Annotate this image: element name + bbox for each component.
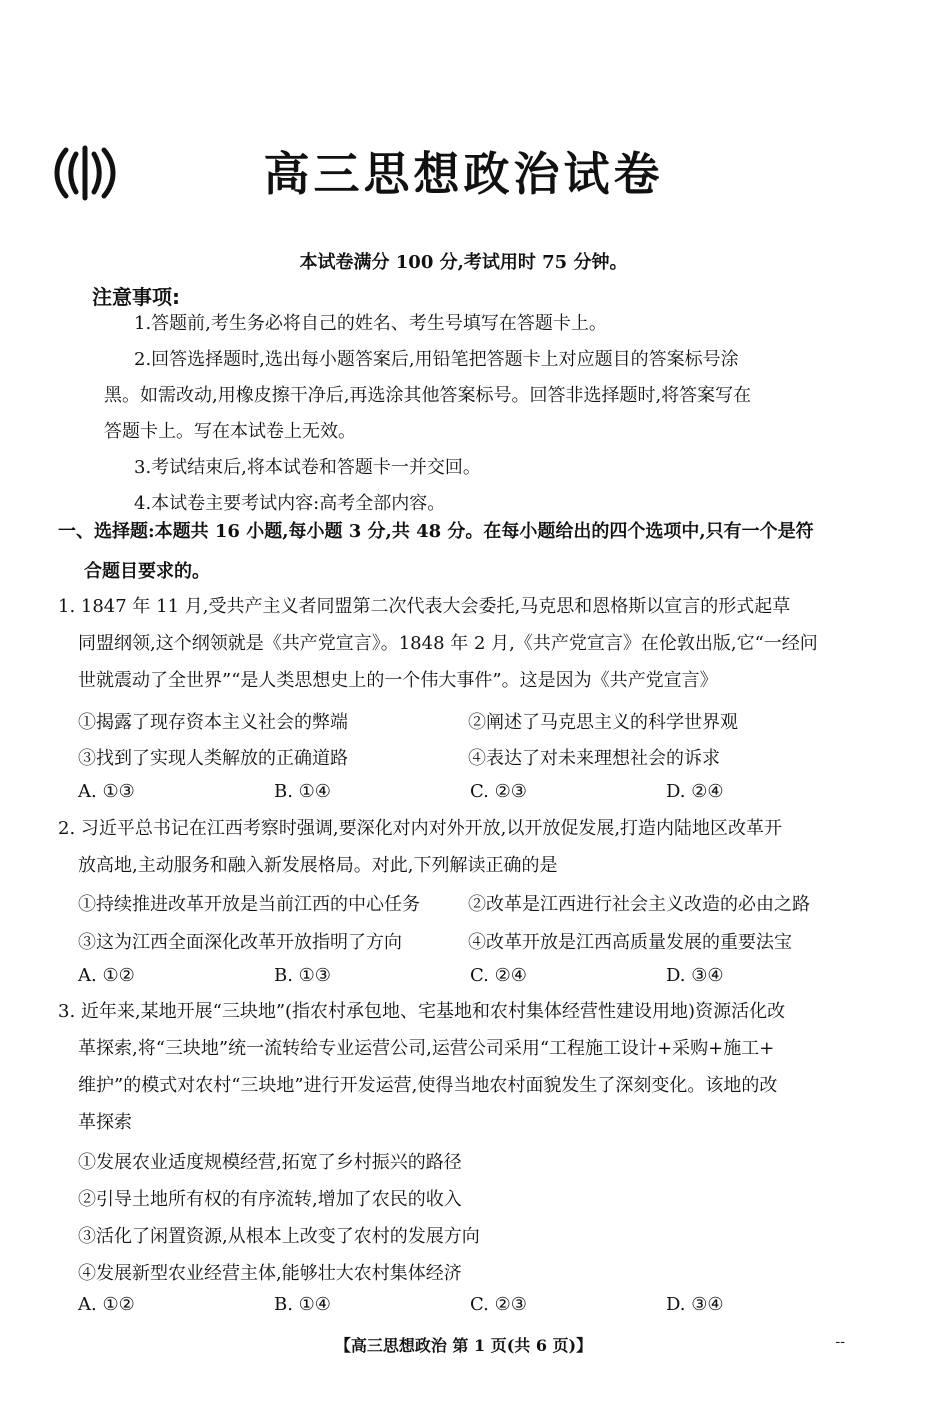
- notice-item-2-cont: 答题卡上。写在本试卷上无效。: [104, 421, 356, 442]
- exam-info: 本试卷满分 100 分,考试用时 75 分钟。: [299, 252, 628, 273]
- question-1-line: 1. 1847 年 11 月,受共产主义者同盟第二次代表大会委托,马克思和恩格斯以宣言的形式起草: [58, 596, 791, 617]
- notice-item-2: 2.回答选择题时,选出每小题答案后,用铅笔把答题卡上对应题目的答案标号涂: [134, 349, 739, 370]
- question-2-line: 2. 习近平总书记在江西考察时强调,要深化对内对外开放,以开放促发展,打造内陆地区改革开: [58, 818, 783, 839]
- notice-item-3: 3.考试结束后,将本试卷和答题卡一并交回。: [134, 457, 481, 478]
- question-3-line: 革探索,将“三块地”统一流转给专业运营公司,运营公司采用“工程施工设计+采购+施工+: [78, 1038, 775, 1059]
- choice-c: C. ②③: [470, 1294, 527, 1315]
- choice-c: C. ②④: [470, 965, 527, 986]
- section-heading-line: 一、选择题:本题共 16 小题,每小题 3 分,共 48 分。在每小题给出的四个选项中,只有一个是符: [58, 521, 814, 542]
- section-heading-line: 合题目要求的。: [84, 561, 210, 582]
- statement-3: ③活化了闲置资源,从根本上改变了农村的发展方向: [78, 1226, 480, 1247]
- footer-mark: --: [835, 1334, 845, 1350]
- statement-2: ②阐述了马克思主义的科学世界观: [468, 712, 738, 733]
- statement-1: ①揭露了现存资本主义社会的弊端: [78, 712, 348, 733]
- question-3-line: 革探索: [78, 1112, 132, 1133]
- notice-item-2-cont: 黑。如需改动,用橡皮擦干净后,再选涂其他答案标号。回答非选择题时,将答案写在: [104, 385, 752, 406]
- question-1-line: 世就震动了全世界”“是人类思想史上的一个伟大事件”。这是因为《共产党宣言》: [78, 670, 718, 691]
- notice-item-1: 1.答题前,考生务必将自己的姓名、考生号填写在答题卡上。: [134, 313, 607, 334]
- page-footer: 【高三思想政治 第 1 页(共 6 页)】: [334, 1336, 593, 1355]
- question-1-line: 同盟纲领,这个纲领就是《共产党宣言》。1848 年 2 月,《共产党宣言》在伦敦出版,它“一经问: [78, 633, 818, 654]
- choice-b: B. ①④: [274, 781, 331, 802]
- choice-b: B. ①④: [274, 1294, 331, 1315]
- question-2-line: 放高地,主动服务和融入新发展格局。对此,下列解读正确的是: [78, 855, 558, 876]
- choice-a: A. ①②: [78, 1294, 135, 1315]
- question-3-line: 维护”的模式对农村“三块地”进行开发运营,使得当地农村面貌发生了深刻变化。该地的改: [78, 1075, 778, 1096]
- page-title: 高三思想政治试卷: [263, 147, 664, 201]
- statement-3: ③找到了实现人类解放的正确道路: [78, 748, 348, 769]
- notice-item-4: 4.本试卷主要考试内容:高考全部内容。: [134, 493, 446, 514]
- choice-a: A. ①②: [78, 965, 135, 986]
- question-2-stem: [58, 810, 782, 884]
- choice-b: B. ①③: [274, 965, 331, 986]
- statement-1: ①持续推进改革开放是当前江西的中心任务: [78, 894, 420, 915]
- notice-list: [104, 306, 751, 522]
- notice-heading: 注意事项:: [92, 285, 180, 309]
- statement-1: ①发展农业适度规模经营,拓宽了乡村振兴的路径: [78, 1152, 462, 1173]
- statement-2: ②引导土地所有权的有序流转,增加了农民的收入: [78, 1189, 462, 1210]
- statement-4: ④发展新型农业经营主体,能够壮大农村集体经济: [78, 1263, 462, 1284]
- choice-c: C. ②③: [470, 781, 527, 802]
- question-3-line: 3. 近年来,某地开展“三块地”(指农村承包地、宅基地和农村集体经营性建设用地)资源活化改: [58, 1001, 786, 1022]
- choice-d: D. ②④: [666, 781, 724, 802]
- statement-4: ④表达了对未来理想社会的诉求: [468, 748, 720, 769]
- statement-3: ③这为江西全面深化改革开放指明了方向: [78, 932, 402, 953]
- question-3-statements: [78, 1144, 480, 1292]
- section-heading: [58, 512, 814, 592]
- statement-4: ④改革开放是江西高质量发展的重要法宝: [468, 932, 792, 953]
- statement-2: ②改革是江西进行社会主义改造的必由之路: [468, 894, 810, 915]
- choice-d: D. ③④: [666, 965, 724, 986]
- question-1-stem: [58, 588, 818, 699]
- choice-d: D. ③④: [666, 1294, 724, 1315]
- question-3-stem: [58, 993, 785, 1141]
- choice-a: A. ①③: [78, 781, 135, 802]
